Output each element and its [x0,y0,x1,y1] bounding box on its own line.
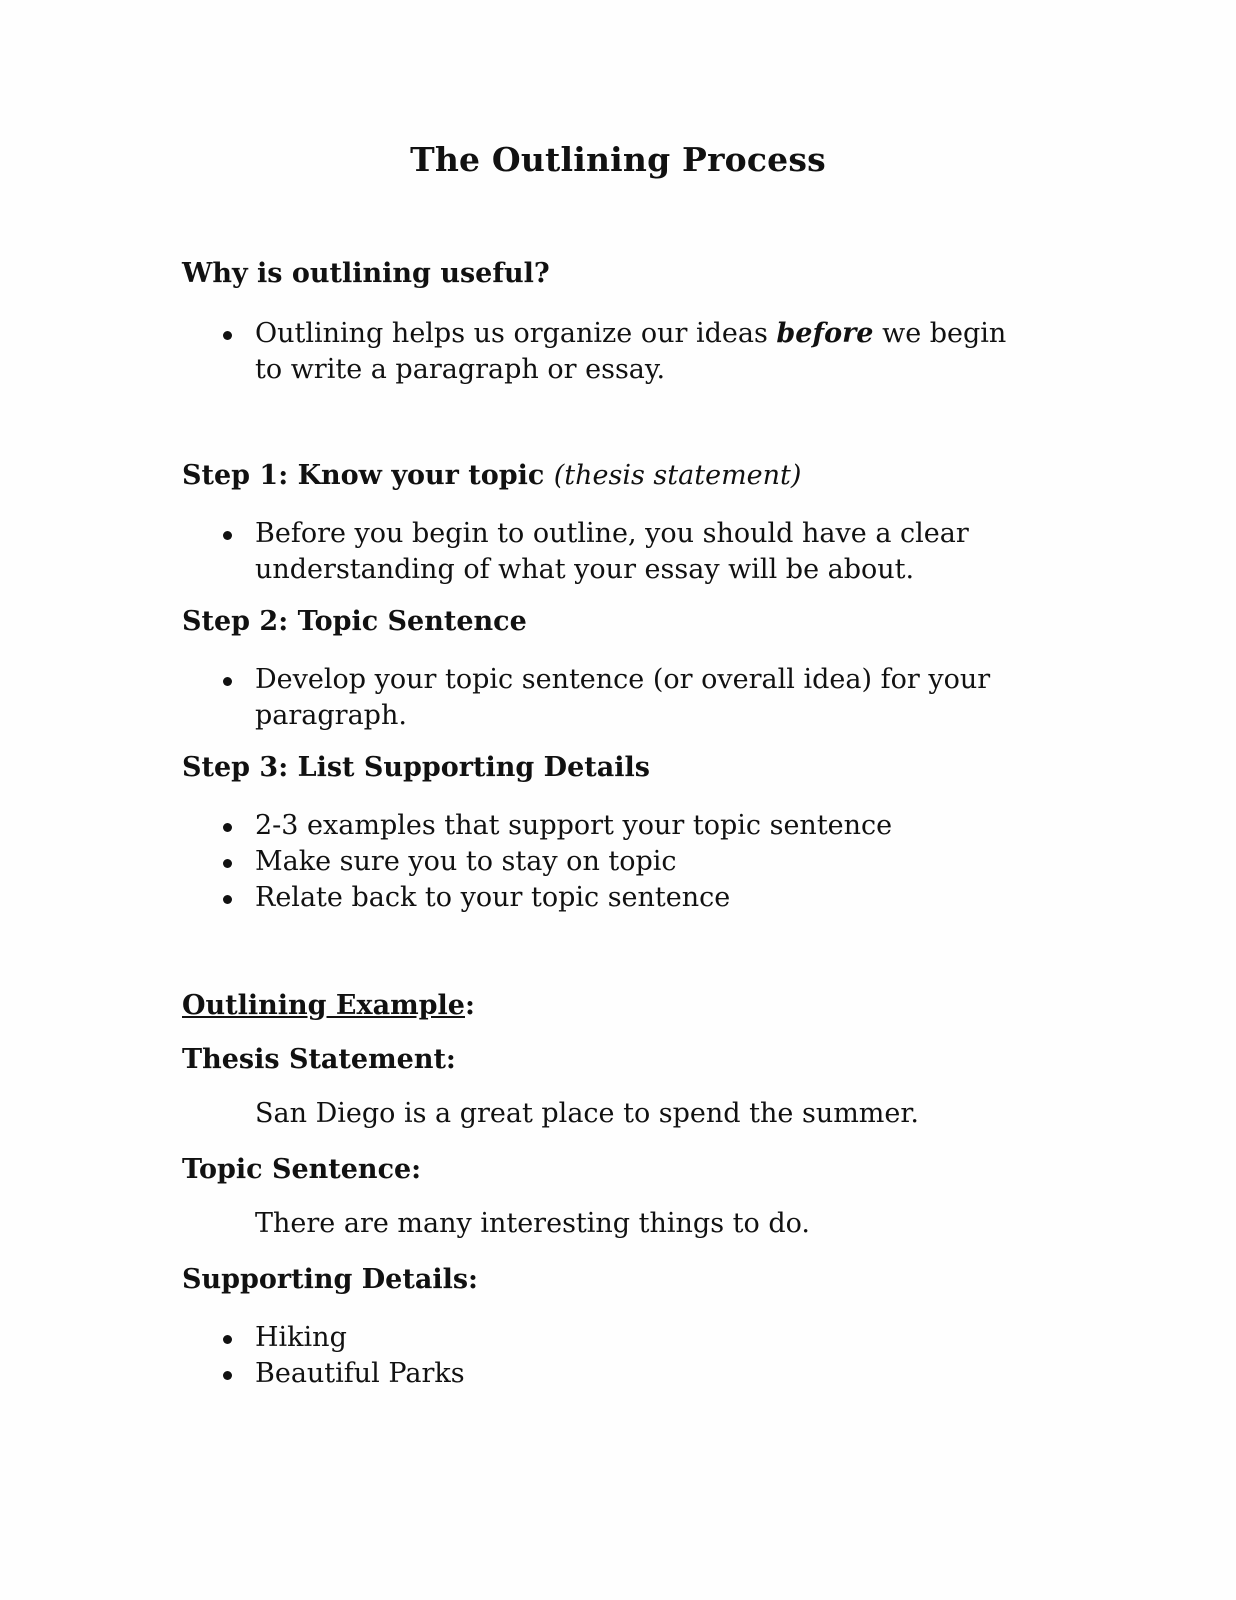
step-1-bullet-list [255,516,1015,588]
heading-step-2: Step 2: Topic Sentence [182,606,527,637]
heading-step-3: Step 3: List Supporting Details [182,752,650,783]
why-bullet-list [255,316,1015,388]
supporting-detail-item: Beautiful Parks [255,1356,1015,1392]
why-bullet-emphasis: before [776,318,874,349]
supporting-details-list [255,1320,1015,1392]
label-thesis-statement: Thesis Statement: [182,1044,456,1075]
why-bullet-text-pre: Outlining helps us organize our ideas [255,318,777,349]
step-3-bullet-list [255,808,1015,916]
heading-step-1 [182,460,801,491]
example-heading-colon: : [465,990,475,1021]
page-title: The Outlining Process [410,140,826,179]
topic-sentence-text: There are many interesting things to do. [255,1208,810,1239]
step-1-bullet: Before you begin to outline, you should have a clear understanding of what your essay will be about. [255,516,1015,588]
heading-why-outlining: Why is outlining useful? [182,258,550,289]
step-3-bullet: Relate back to your topic sentence [255,880,1015,916]
label-supporting-details: Supporting Details: [182,1264,478,1295]
step-3-bullet: Make sure you to stay on topic [255,844,1015,880]
why-bullet-text-post: we begin to write a paragraph or essay. [255,318,1007,385]
supporting-detail-item: Hiking [255,1320,1015,1356]
step-1-note: (thesis statement) [553,460,802,491]
example-heading-text: Outlining Example [182,990,465,1021]
thesis-statement-text: San Diego is a great place to spend the summer. [255,1098,919,1129]
step-2-bullet-list [255,662,1015,734]
why-bullet [255,316,1015,388]
label-topic-sentence: Topic Sentence: [182,1154,422,1185]
step-3-bullet: 2-3 examples that support your topic sentence [255,808,1015,844]
heading-outlining-example [182,990,475,1021]
step-1-title: Step 1: Know your topic [182,460,545,491]
step-2-bullet: Develop your topic sentence (or overall idea) for your paragraph. [255,662,1015,734]
